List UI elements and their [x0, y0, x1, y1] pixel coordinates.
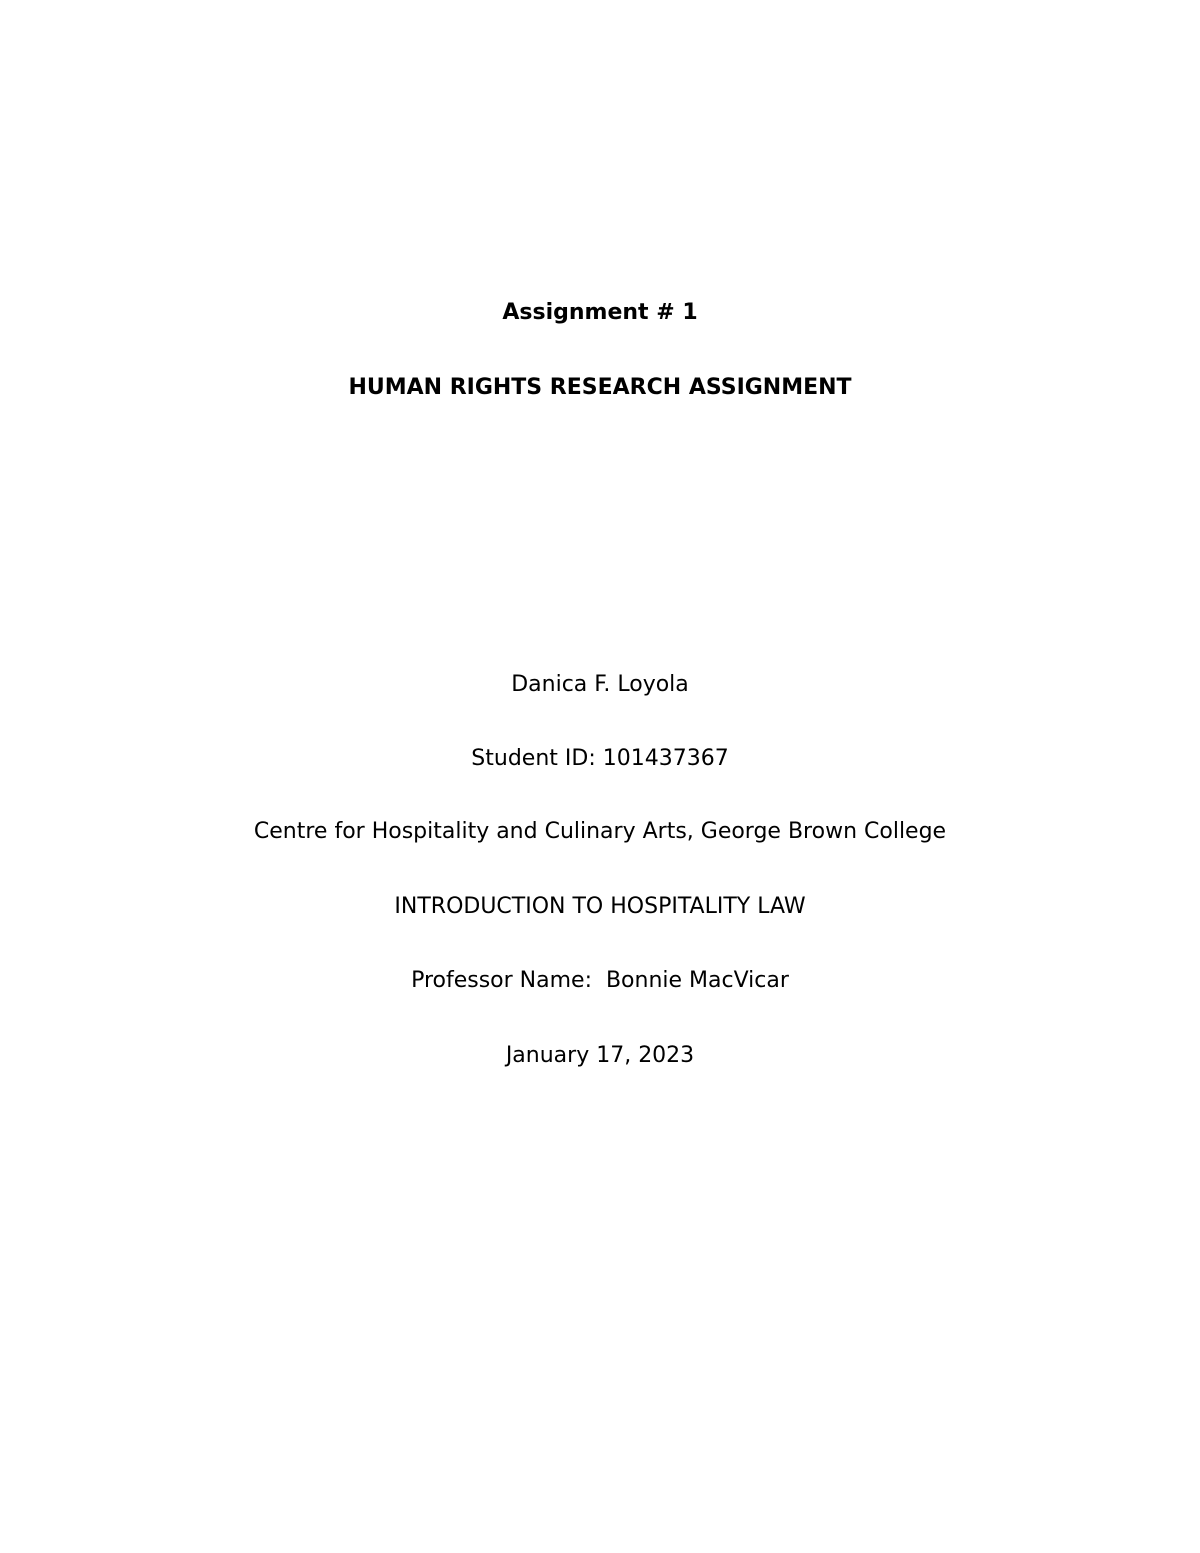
assignment-title: HUMAN RIGHTS RESEARCH ASSIGNMENT — [348, 375, 852, 400]
assignment-number: Assignment # 1 — [502, 300, 698, 325]
student-name: Danica F. Loyola — [511, 672, 689, 697]
institution: Centre for Hospitality and Culinary Arts, George Brown College — [253, 819, 947, 844]
student-id: Student ID: 101437367 — [471, 746, 729, 771]
course-name: INTRODUCTION TO HOSPITALITY LAW — [394, 894, 806, 919]
submission-date: January 17, 2023 — [505, 1043, 695, 1068]
professor-name: Professor Name: Bonnie MacVicar — [411, 968, 789, 993]
